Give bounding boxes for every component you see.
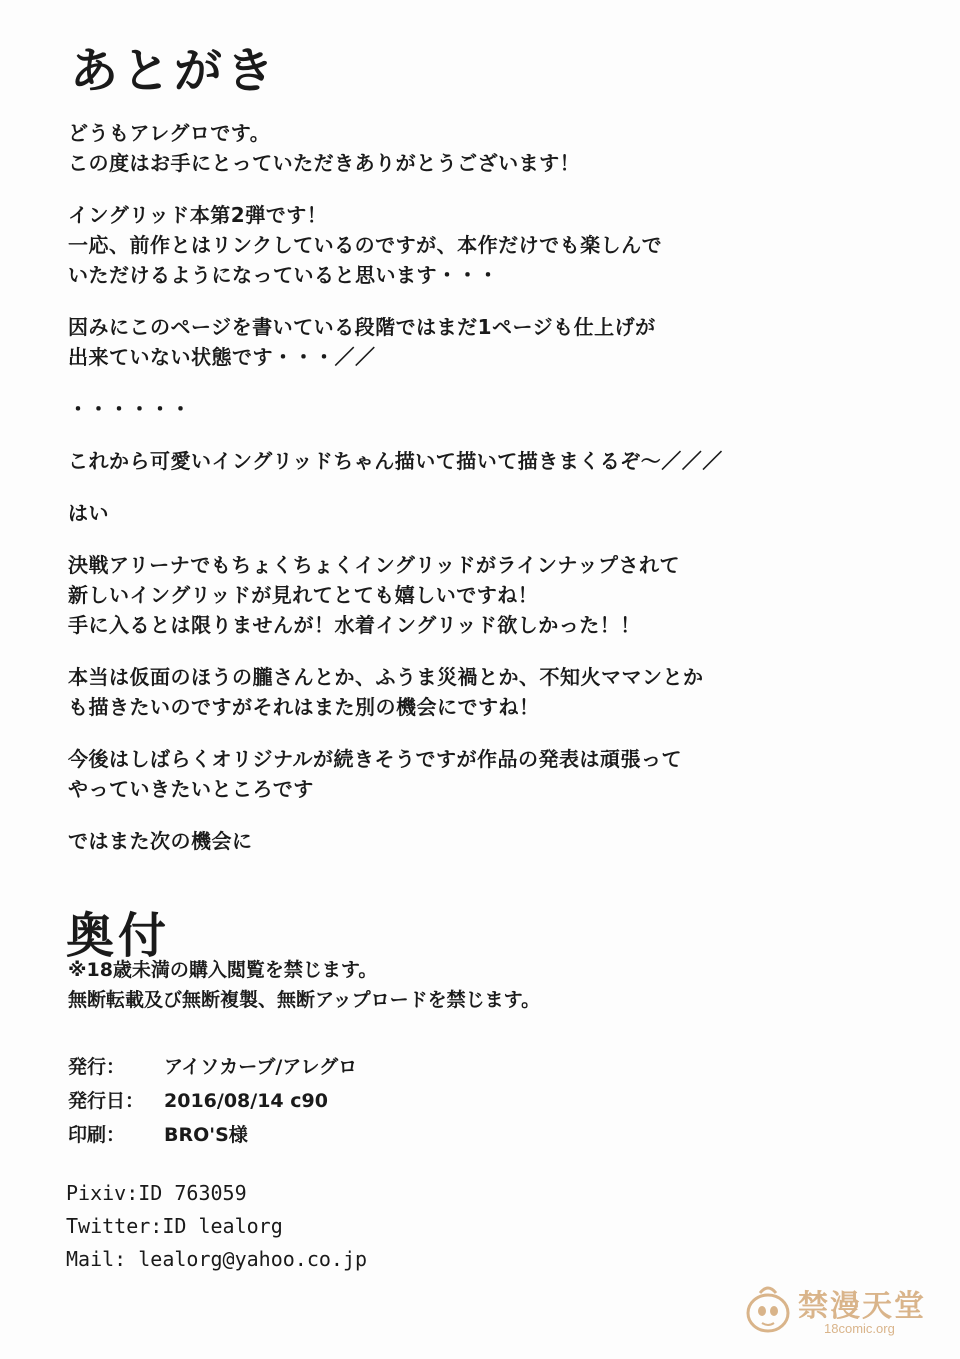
watermark-logo-icon bbox=[742, 1281, 794, 1337]
paragraph bbox=[68, 394, 723, 424]
publisher-value: アイソカーブ/アレグロ bbox=[164, 1056, 358, 1078]
text-line: 因みにこのページを書いている段階ではまだ1ページも仕上げが bbox=[68, 315, 656, 339]
text-line: 決戦アリーナでもちょくちょくイングリッドがラインナップされて bbox=[68, 553, 680, 577]
text-line: ではまた次の機会に bbox=[68, 829, 253, 853]
watermark-url: 18comic.org bbox=[824, 1321, 895, 1336]
paragraph bbox=[68, 550, 723, 640]
notice-line: 無断転載及び無断複製、無断アップロードを禁じます。 bbox=[68, 989, 541, 1011]
afterword-body bbox=[68, 118, 723, 856]
date-row bbox=[68, 1084, 357, 1118]
printer-row bbox=[68, 1118, 357, 1152]
pixiv-id: Pixiv:ID 763059 bbox=[66, 1181, 247, 1205]
text-line: 手に入るとは限りませんが！水着イングリッド欲しかった！！ bbox=[68, 613, 641, 637]
text-line: ・・・・・・ bbox=[68, 397, 191, 421]
text-line: 新しいイングリッドが見れてとても嬉しいですね！ bbox=[68, 583, 539, 607]
paragraph bbox=[68, 312, 723, 372]
publisher-label: 発行： bbox=[68, 1056, 126, 1078]
twitter-id: Twitter:ID lealorg bbox=[66, 1214, 283, 1238]
text-line: イングリッド本第2弾です！ bbox=[68, 203, 328, 227]
mail-address: Mail: lealorg@yahoo.co.jp bbox=[66, 1247, 368, 1271]
text-line: いただけるようになっていると思います・・・ bbox=[68, 263, 499, 287]
paragraph bbox=[68, 446, 723, 476]
contact-info bbox=[66, 1177, 367, 1276]
paragraph bbox=[68, 826, 723, 856]
notice-line: ※18歳未満の購入閲覧を禁じます。 bbox=[68, 959, 378, 981]
date-value: 2016/08/14 c90 bbox=[164, 1090, 328, 1112]
text-line: 今後はしばらくオリジナルが続きそうですが作品の発表は頑張って bbox=[68, 747, 682, 771]
publication-info bbox=[68, 1050, 357, 1152]
text-line: 本当は仮面のほうの朧さんとか、ふうま災禍とか、不知火ママンとか bbox=[68, 665, 704, 689]
paragraph bbox=[68, 744, 723, 804]
date-label: 発行日： bbox=[68, 1090, 145, 1112]
text-line: も描きたいのですがそれはまた別の機会にですね！ bbox=[68, 695, 540, 719]
site-watermark bbox=[742, 1277, 942, 1347]
paragraph bbox=[68, 200, 723, 290]
text-line: どうもアレグロです。 bbox=[68, 121, 271, 145]
afterword-title: あとがき bbox=[70, 43, 279, 99]
copyright-notice bbox=[68, 955, 540, 1015]
text-line: はい bbox=[68, 501, 109, 525]
text-line: 出来ていない状態です・・・／／ bbox=[68, 345, 376, 369]
text-line: 一応、前作とはリンクしているのですが、本作だけでも楽しんで bbox=[68, 233, 663, 257]
colophon-title: 奥付 bbox=[66, 908, 171, 964]
printer-value: BRO'S様 bbox=[164, 1124, 248, 1146]
text-line: この度はお手にとっていただきありがとうございます！ bbox=[68, 151, 581, 175]
publisher-row bbox=[68, 1050, 357, 1084]
paragraph bbox=[68, 662, 723, 722]
printer-label: 印刷： bbox=[68, 1124, 126, 1146]
text-line: これから可愛いイングリッドちゃん描いて描いて描きまくるぞ～／／／ bbox=[68, 449, 723, 473]
watermark-text: 禁漫天堂 bbox=[798, 1289, 926, 1324]
text-line: やっていきたいところです bbox=[68, 777, 314, 801]
paragraph bbox=[68, 498, 723, 528]
paragraph bbox=[68, 118, 723, 178]
